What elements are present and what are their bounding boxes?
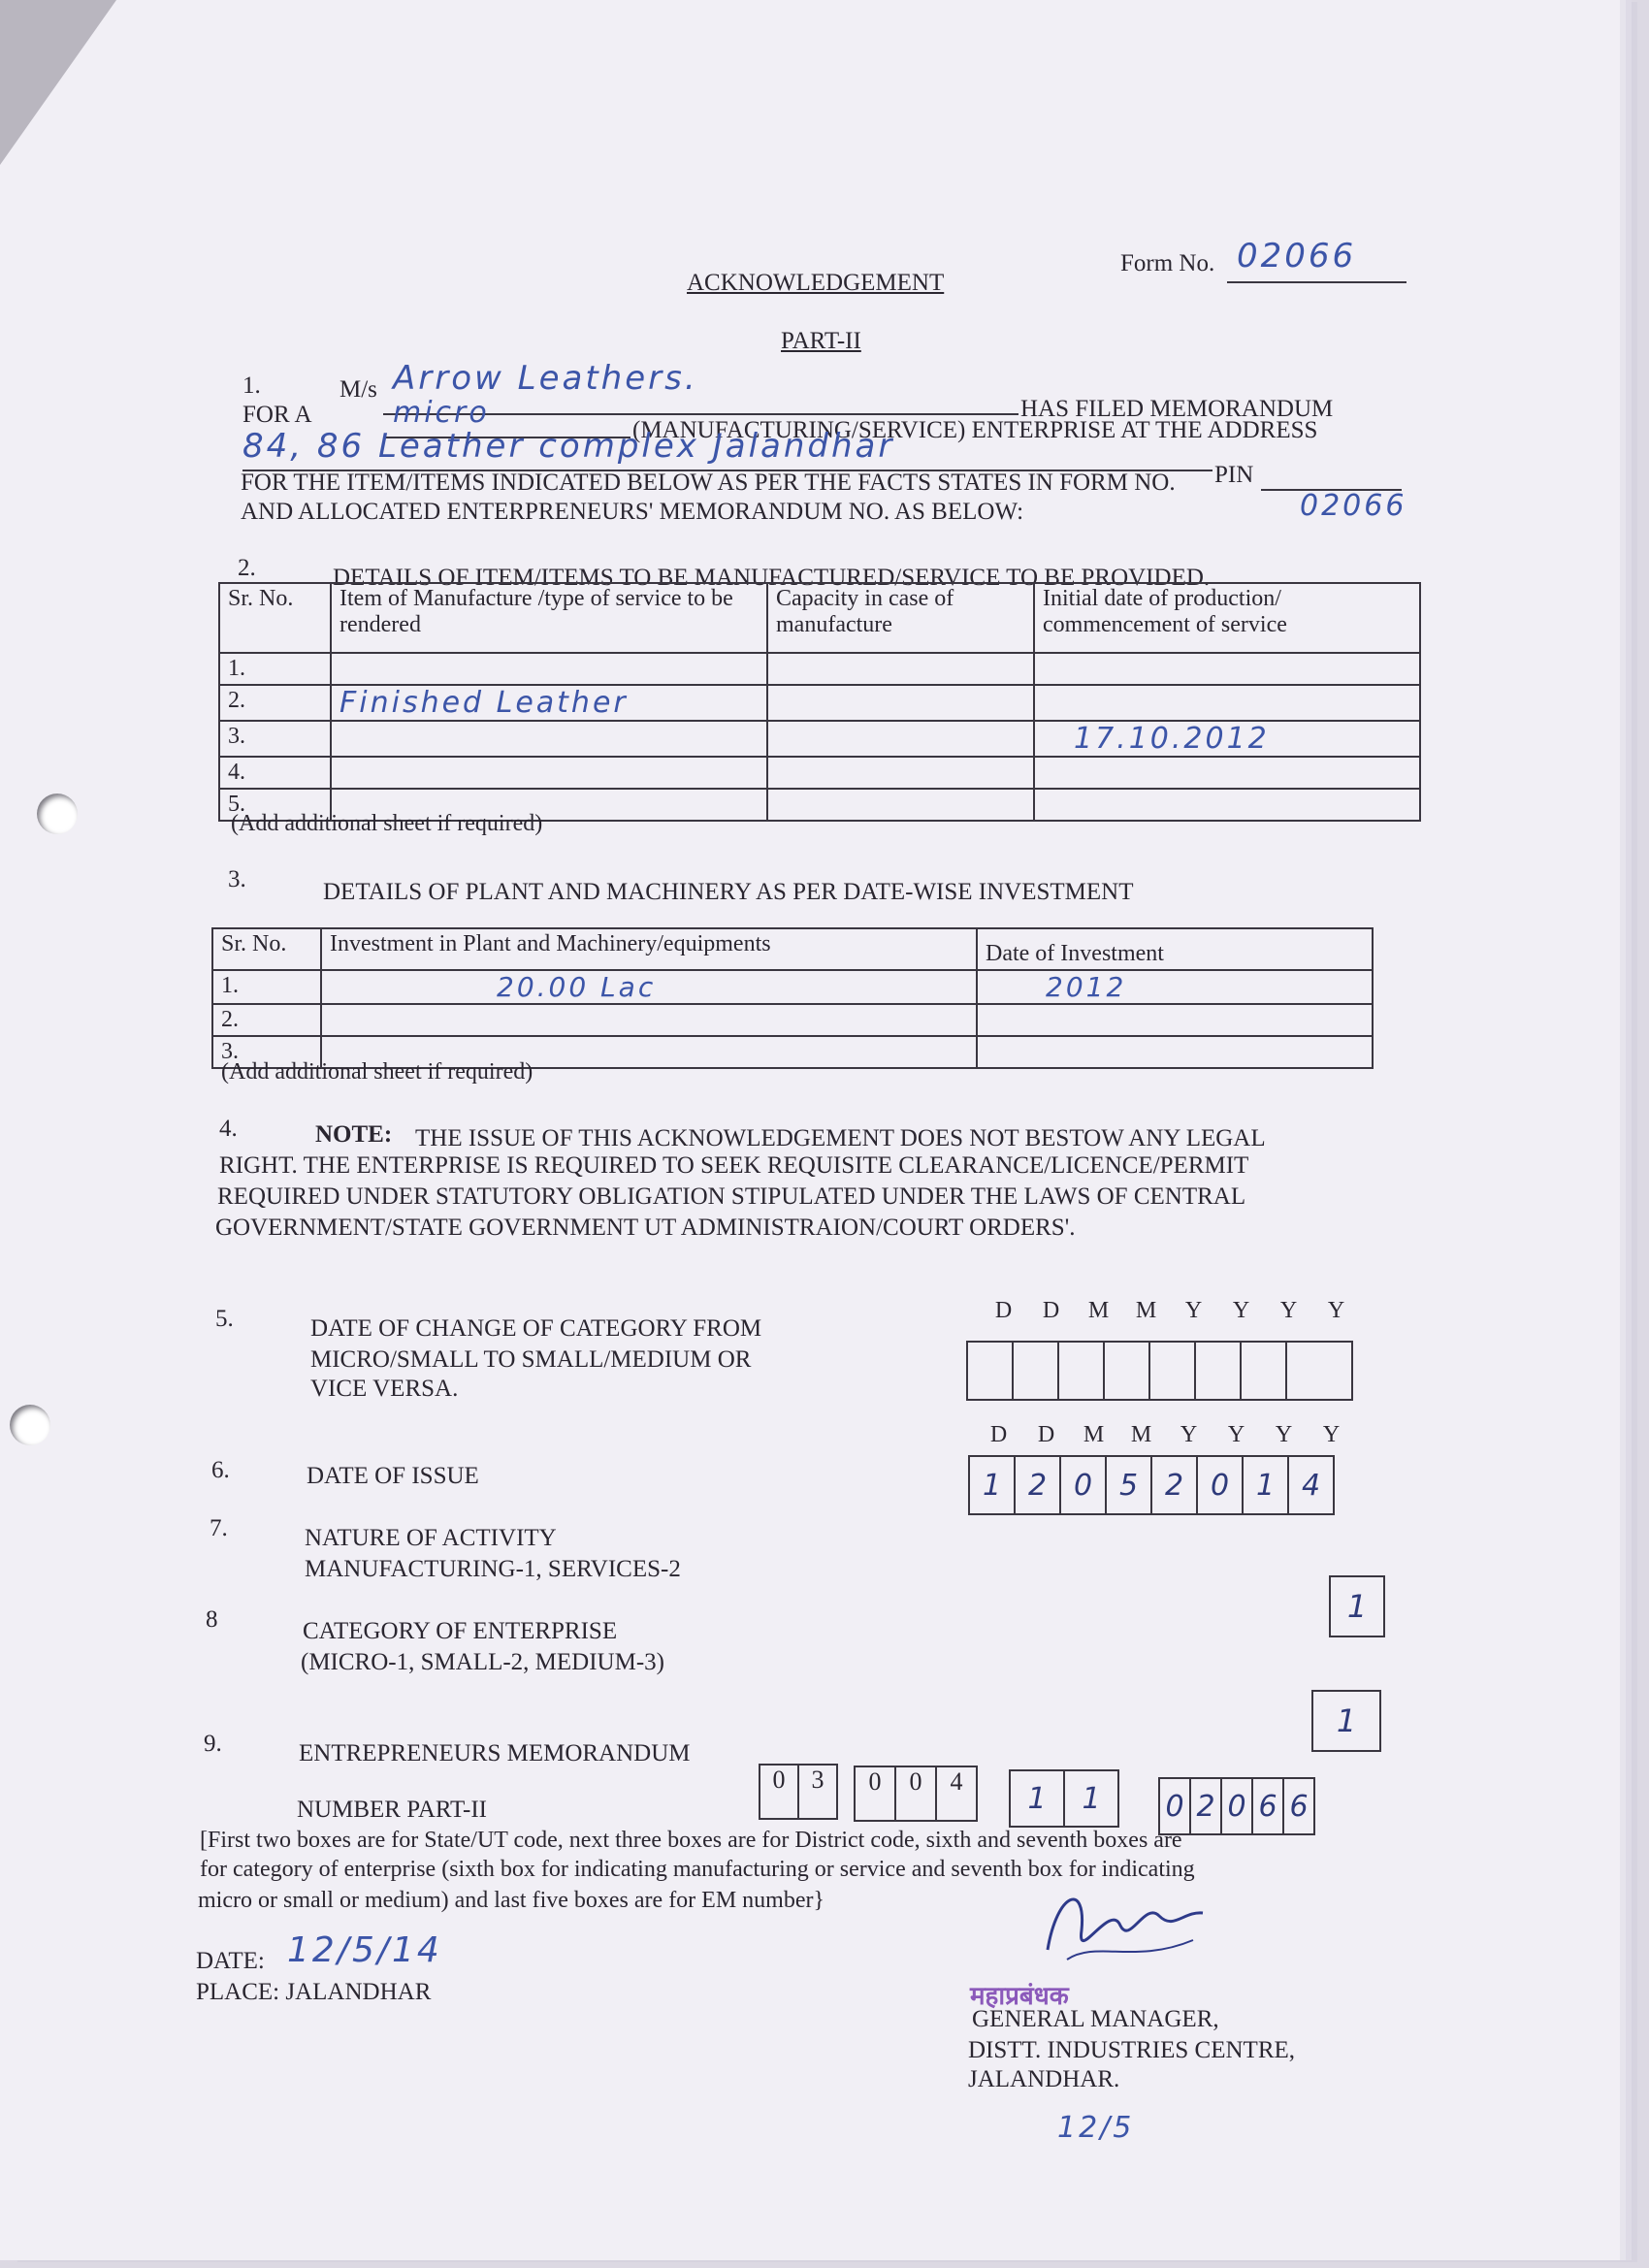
footnote-line3: micro or small or medium) and last five boxes are for EM number} xyxy=(198,1888,825,1913)
row-sr: 5. xyxy=(219,789,331,821)
em-box: 3 xyxy=(797,1764,838,1820)
sec4-line1: THE ISSUE OF THIS ACKNOWLEDGEMENT DOES NOT BESTOW ANY LEGAL xyxy=(415,1125,1266,1151)
header-sr: Sr. No. xyxy=(212,928,321,970)
firm-name: Arrow Leathers. xyxy=(393,359,698,398)
sec8-num: 8 xyxy=(206,1606,218,1633)
designation-line1: GENERAL MANAGER, xyxy=(972,2006,1219,2032)
row-sr: 3. xyxy=(212,1036,321,1068)
em-box: 0 xyxy=(1220,1777,1253,1835)
row-sr: 3. xyxy=(219,721,331,757)
form-no-label: Form No. xyxy=(1120,250,1215,276)
date-box: 0 xyxy=(1196,1455,1244,1515)
category-box: 1 xyxy=(1311,1690,1381,1752)
sec8-line1: CATEGORY OF ENTERPRISE xyxy=(303,1618,618,1644)
sec7-line2: MANUFACTURING-1, SERVICES-2 xyxy=(305,1556,681,1582)
row-item xyxy=(331,653,767,685)
row-sr: 2. xyxy=(219,685,331,721)
punch-hole xyxy=(37,794,78,834)
sec5-date-boxes xyxy=(968,1341,1353,1401)
stamp-text: महाप्रबंधक xyxy=(970,1982,1069,2011)
sec1-num: 1. xyxy=(242,373,261,399)
date-letter: D xyxy=(989,1422,1008,1447)
em-box: 4 xyxy=(935,1766,978,1822)
sec2-num: 2. xyxy=(238,555,256,581)
row-date xyxy=(977,1036,1373,1068)
sec3-num: 3. xyxy=(228,866,246,892)
date-letter: Y xyxy=(1279,1298,1298,1323)
sec9-label2: NUMBER PART-II xyxy=(297,1797,487,1823)
date-box: 2 xyxy=(1150,1455,1198,1515)
date-letter: D xyxy=(1042,1298,1060,1323)
row-item: Finished Leather xyxy=(331,685,767,721)
form-no-value: 02066 xyxy=(1237,237,1357,275)
row-investment: 20.00 Lac xyxy=(321,970,977,1004)
sec1-line4: AND ALLOCATED ENTERPRENEURS' MEMORANDUM NO. AS BELOW: xyxy=(241,499,1024,525)
sec9-num: 9. xyxy=(204,1731,222,1757)
date-box: 4 xyxy=(1287,1455,1335,1515)
row-date xyxy=(1034,757,1420,789)
row-sr: 2. xyxy=(212,1004,321,1036)
page-title: ACKNOWLEDGEMENT xyxy=(687,270,945,296)
sec8-line2: (MICRO-1, SMALL-2, MEDIUM-3) xyxy=(301,1649,664,1675)
sec3-heading: DETAILS OF PLANT AND MACHINERY AS PER DATE-WISE INVESTMENT xyxy=(323,879,1134,905)
date-box: 1 xyxy=(968,1455,1016,1515)
sec1-line3: FOR THE ITEM/ITEMS INDICATED BELOW AS PER THE FACTS STATES IN FORM NO. xyxy=(241,470,1176,496)
em-box: 1 xyxy=(1009,1769,1065,1828)
sec2-note: (Add additional sheet if required) xyxy=(231,811,543,836)
sec6-num: 6. xyxy=(211,1457,230,1483)
row-capacity xyxy=(767,789,1034,821)
row-capacity xyxy=(767,757,1034,789)
for-a-label: FOR A xyxy=(242,402,312,428)
footnote-line1: [First two boxes are for State/UT code, next three boxes are for District code, sixth and seventh boxes are xyxy=(200,1828,1182,1853)
enterprise-text: (MANUFACTURING/SERVICE) ENTERPRISE AT THE ADDRESS xyxy=(632,417,1318,443)
state-code-boxes xyxy=(760,1764,838,1820)
table-header-row xyxy=(219,583,1420,653)
row-date: 17.10.2012 xyxy=(1034,721,1420,757)
row-date xyxy=(977,1004,1373,1036)
table-row xyxy=(212,970,1373,1004)
date-letter: D xyxy=(1037,1422,1055,1447)
date-letter: M xyxy=(1130,1422,1152,1447)
sec5-line3: VICE VERSA. xyxy=(310,1376,459,1402)
sec6-label: DATE OF ISSUE xyxy=(307,1463,479,1489)
header-item: Item of Manufacture /type of service to be rendered xyxy=(331,583,767,653)
header-capacity: Capacity in case of manufacture xyxy=(767,583,1034,653)
row-sr: 4. xyxy=(219,757,331,789)
date-box xyxy=(966,1341,1014,1401)
date-box: 0 xyxy=(1059,1455,1107,1515)
designation-line2: DISTT. INDUSTRIES CENTRE, xyxy=(968,2037,1296,2063)
date-box xyxy=(1194,1341,1242,1401)
sec6-date-boxes xyxy=(970,1455,1335,1515)
row-capacity xyxy=(767,721,1034,757)
date-letter: D xyxy=(994,1298,1013,1323)
row-capacity xyxy=(767,653,1034,685)
sec4-line3: REQUIRED UNDER STATUTORY OBLIGATION STIPULATED UNDER THE LAWS OF CENTRAL xyxy=(217,1183,1246,1210)
address-value: 84, 86 Leather complex Jalandhar xyxy=(242,427,895,466)
row-item xyxy=(331,757,767,789)
header-date: Date of Investment xyxy=(977,928,1373,970)
ms-label: M/s xyxy=(340,376,377,403)
date-letter: M xyxy=(1083,1422,1105,1447)
date-letter: Y xyxy=(1184,1298,1203,1323)
em-box: 0 xyxy=(1158,1777,1191,1835)
row-capacity xyxy=(767,685,1034,721)
em-box: 2 xyxy=(1189,1777,1222,1835)
date-box: 2 xyxy=(1014,1455,1061,1515)
em-box: 0 xyxy=(759,1764,799,1820)
table-row xyxy=(219,685,1420,721)
date-letter: Y xyxy=(1322,1422,1341,1447)
sec5-line1: DATE OF CHANGE OF CATEGORY FROM xyxy=(310,1315,762,1342)
punch-hole xyxy=(10,1405,50,1445)
table-header-row xyxy=(212,928,1373,970)
row-date xyxy=(1034,685,1420,721)
date-box: 1 xyxy=(1242,1455,1289,1515)
date-box xyxy=(1285,1341,1353,1401)
enterprise-category-boxes xyxy=(1011,1769,1119,1828)
district-code-boxes xyxy=(856,1766,978,1822)
header-date: Initial date of production/ commencement of service xyxy=(1034,583,1420,653)
date-letter: M xyxy=(1135,1298,1157,1323)
header-investment: Investment in Plant and Machinery/equipments xyxy=(321,928,977,970)
date-box xyxy=(1057,1341,1105,1401)
form-no-hand: 02066 xyxy=(1300,489,1407,523)
sec4-line4: GOVERNMENT/STATE GOVERNMENT UT ADMINISTRAION/COURT ORDERS'. xyxy=(215,1215,1076,1241)
date-box xyxy=(1148,1341,1196,1401)
date-box xyxy=(1103,1341,1150,1401)
row-date: 2012 xyxy=(977,970,1373,1004)
date-letter: Y xyxy=(1275,1422,1293,1447)
date-box xyxy=(1240,1341,1287,1401)
initials-note: 12/5 xyxy=(1057,2111,1135,2145)
em-box: 0 xyxy=(854,1766,896,1822)
sec5-line2: MICRO/SMALL TO SMALL/MEDIUM OR xyxy=(310,1346,752,1373)
row-investment xyxy=(321,1004,977,1036)
part-label: PART-II xyxy=(781,328,861,354)
row-date xyxy=(1034,789,1420,821)
sec9-label1: ENTREPRENEURS MEMORANDUM xyxy=(299,1740,691,1766)
place-label: PLACE: JALANDHAR xyxy=(196,1979,432,2005)
sec7-num: 7. xyxy=(210,1515,228,1541)
em-box: 6 xyxy=(1251,1777,1284,1835)
date-label: DATE: xyxy=(196,1948,265,1974)
row-date xyxy=(1034,653,1420,685)
sec4-line2: RIGHT. THE ENTERPRISE IS REQUIRED TO SEEK REQUISITE CLEARANCE/LICENCE/PERMIT xyxy=(219,1152,1249,1179)
category-value: micro xyxy=(393,396,490,430)
footnote-line2: for category of enterprise (sixth box for indicating manufacturing or service and seventh box for indicating xyxy=(200,1857,1195,1882)
sec6-date-header xyxy=(975,1422,1355,1448)
date-letter: Y xyxy=(1180,1422,1198,1447)
table-row xyxy=(219,721,1420,757)
date-letter: M xyxy=(1087,1298,1110,1323)
sec7-line1: NATURE OF ACTIVITY xyxy=(305,1525,557,1551)
em-box: 0 xyxy=(894,1766,937,1822)
signature-icon xyxy=(1028,1872,1222,1979)
sec5-date-header xyxy=(980,1298,1360,1324)
em-box: 1 xyxy=(1063,1769,1119,1828)
form-no-line xyxy=(1227,281,1406,283)
row-item xyxy=(331,721,767,757)
table-row xyxy=(219,757,1420,789)
folded-corner xyxy=(0,0,116,165)
sec5-num: 5. xyxy=(215,1306,234,1332)
date-letter: Y xyxy=(1232,1298,1250,1323)
designation-line3: JALANDHAR. xyxy=(968,2066,1120,2092)
sec2-heading: DETAILS OF ITEM/ITEMS TO BE MANUFACTURED/SERVICE TO BE PROVIDED. xyxy=(333,565,1211,591)
date-letter: Y xyxy=(1227,1422,1245,1447)
date-letter: Y xyxy=(1327,1298,1345,1323)
note-label: NOTE: xyxy=(315,1121,393,1148)
sec4-num: 4. xyxy=(219,1116,238,1142)
date-box: 5 xyxy=(1105,1455,1152,1515)
date-box xyxy=(1012,1341,1059,1401)
has-filed-text: HAS FILED MEMORANDUM xyxy=(1020,396,1334,422)
header-sr: Sr. No. xyxy=(219,583,331,653)
row-sr: 1. xyxy=(212,970,321,1004)
investment-table xyxy=(211,927,1374,1069)
em-number-boxes xyxy=(1160,1777,1315,1835)
activity-box: 1 xyxy=(1329,1575,1385,1637)
pin-label: PIN xyxy=(1214,462,1254,488)
table-row xyxy=(219,653,1420,685)
items-table xyxy=(218,582,1421,822)
em-box: 6 xyxy=(1282,1777,1315,1835)
table-row xyxy=(212,1004,1373,1036)
row-sr: 1. xyxy=(219,653,331,685)
sec3-note: (Add additional sheet if required) xyxy=(221,1059,534,1085)
date-value: 12/5/14 xyxy=(287,1930,442,1970)
